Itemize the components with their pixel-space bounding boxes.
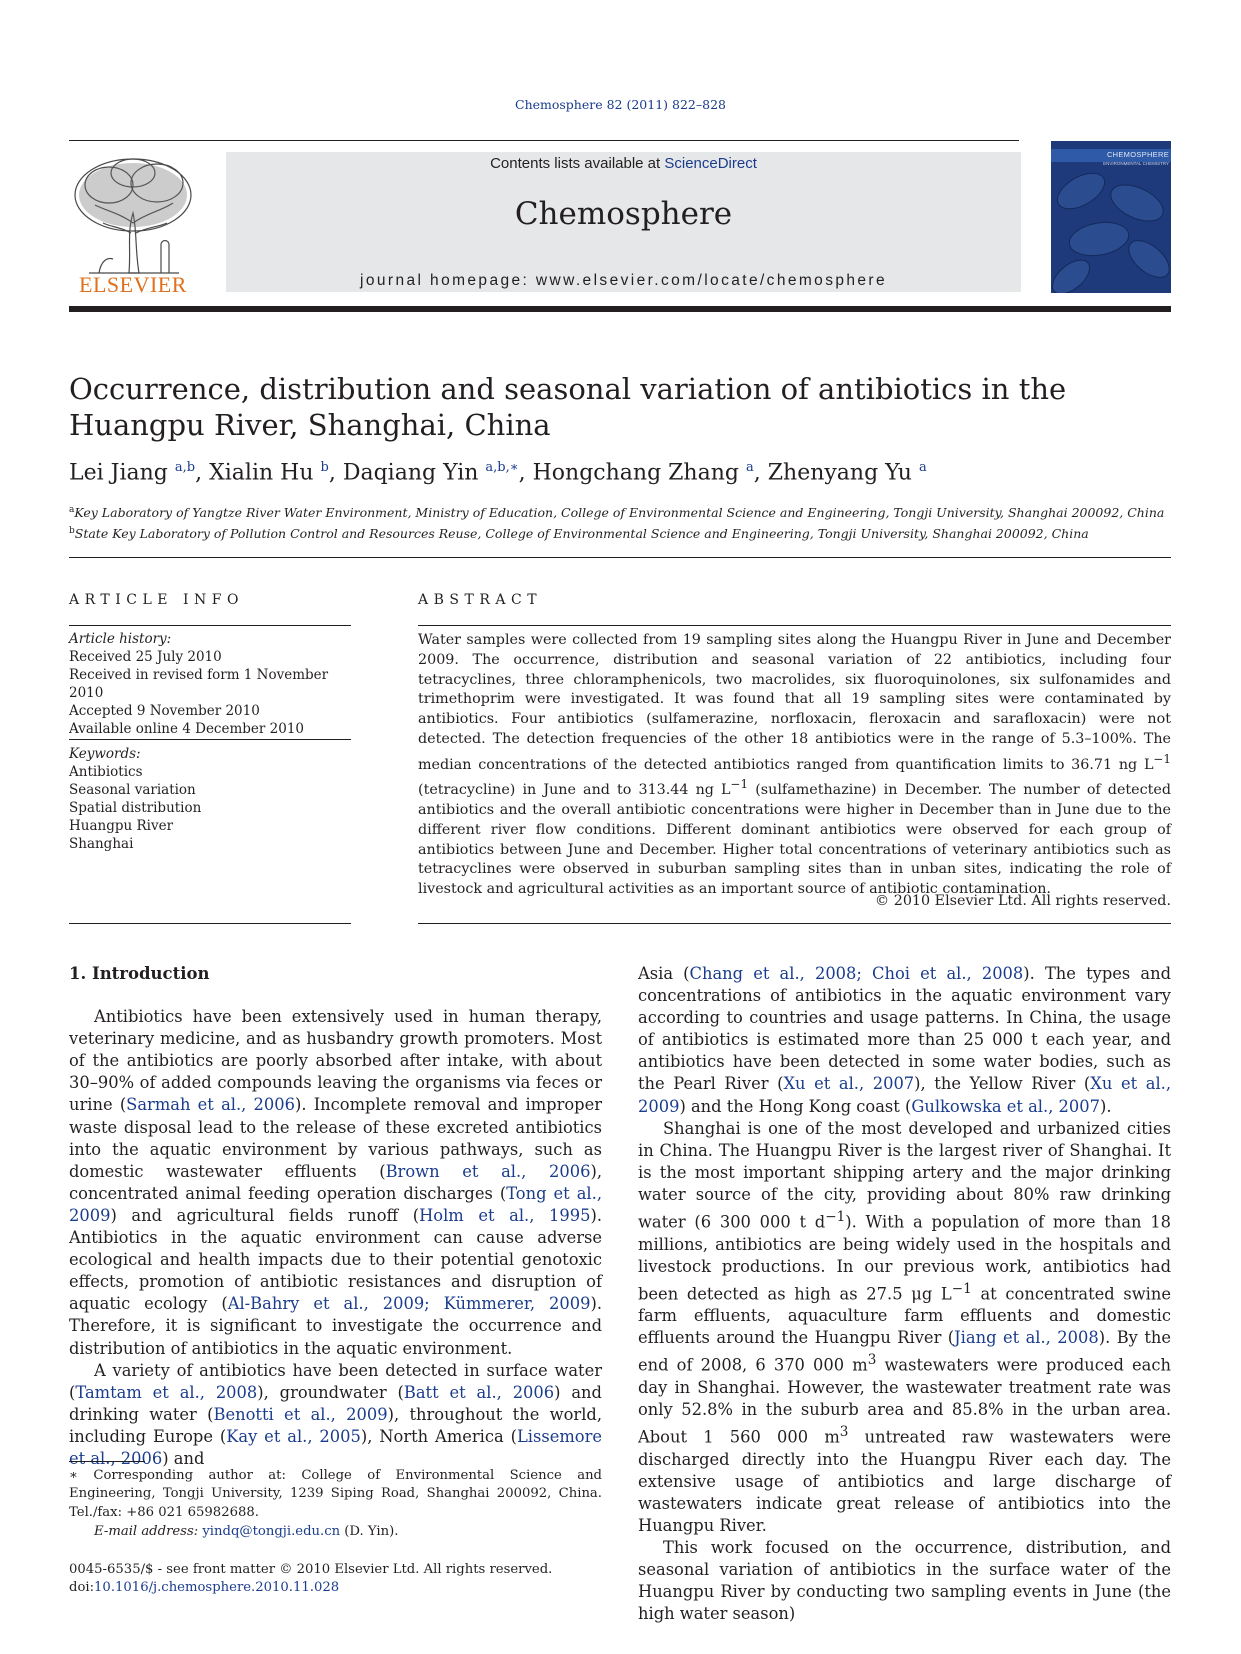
doi-link[interactable]: 10.1016/j.chemosphere.2010.11.028 [94, 1580, 340, 1596]
email-label: E-mail address: [94, 1524, 199, 1539]
citation-link[interactable]: Lissemore et al., 2006 [69, 1426, 602, 1468]
article-history [69, 630, 354, 738]
article-info-bottom-rule [69, 923, 351, 924]
keyword: Shanghai [69, 836, 134, 852]
author-affil-mark[interactable]: b [320, 460, 329, 475]
superscript: −1 [951, 1280, 972, 1297]
citation-link[interactable]: Gulkowska et al., 2007 [911, 1096, 1100, 1116]
abstract-text [418, 631, 1171, 900]
cover-subtitle: ENVIRONMENTAL CHEMISTRY [1103, 161, 1169, 166]
abstract-heading: ABSTRACT [418, 592, 543, 608]
affiliation-mark: b [69, 526, 75, 537]
article-info-heading: ARTICLE INFO [69, 592, 244, 608]
journal-title: Chemosphere [514, 196, 733, 232]
author-affil-mark[interactable]: a [918, 460, 927, 475]
citation-link[interactable]: Tong et al., 2009 [69, 1183, 602, 1225]
intro-paragraph-4: Shanghai is one of the most developed and urbanized cities in China. The Huangpu River is the largest river of Shanghai. It is the most important shipping artery and the major drinking water source of the city, providing about 80% raw drinking water (6 300 000 t $d^{-1}$). With a population of more than 18 millions, antibiotics are being widely used in the hospitals and livestock productions. In our previous work, antibiotics had been detected as high as 27.5 μg $L^{-1}$ at concentrated swine farm effluents, aquaculture farm effluents and domestic effluents around the Huangpu River (Jiang et al., 2008). By the end of 2008, 6 370 000 $m^3$ wastewaters were produced each day in Shanghai. However, the wastewater treatment rate was only 52.8% in the suburb area and 85.8% in the urban area. About 1 560 000 $m^3$ untreated raw wastewaters were discharged directly into the Huangpu River each day. The extensive usage of antibiotics and large discharge of wastewaters indicate great release of antibiotics into the Huangpu River. [638, 1118, 1172, 1535]
citation-link[interactable]: Holm et al., 1995 [419, 1205, 591, 1225]
citation-link[interactable]: Xu et al., 2009 [638, 1074, 1172, 1116]
superscript: 3 [867, 1352, 877, 1369]
keywords [69, 745, 354, 853]
journal-cover-image [1051, 141, 1171, 293]
abstract-bottom-rule [418, 923, 1171, 924]
history-label: Article history: [69, 631, 172, 647]
header-rule [69, 140, 1019, 141]
author-affil-mark[interactable]: a [745, 460, 754, 475]
citation-link[interactable]: Jiang et al., 2008 [954, 1328, 1099, 1348]
email-line [94, 1524, 602, 1539]
superscript: 3 [839, 1424, 849, 1441]
sciencedirect-link[interactable]: ScienceDirect [664, 155, 757, 172]
keyword: Seasonal variation [69, 782, 196, 798]
intro-paragraph-5: This work focused on the occurrence, distribution, and seasonal variation of antibiotics in the surface water of the Huangpu River by conducting two sampling events in June (the high water season) [638, 1538, 1171, 1624]
keywords-rule [69, 739, 351, 740]
email-link[interactable]: yindq@tongji.edu.cn [202, 1524, 341, 1539]
author-list: Lei Jiang $^{a,b}$, Xialin Hu $^b$, Daqiang Yin $^{a,b,∗}$, Hongchang Zhang $^a$, Zhenyang Yu $^a$ [69, 460, 927, 486]
contents-prefix: Contents lists available at [490, 155, 661, 172]
citation-link[interactable]: Al-Bahry et al., 2009; Kümmerer, 2009 [227, 1294, 591, 1314]
keywords-label: Keywords: [69, 746, 141, 762]
citation-link[interactable]: Kay et al., 2005 [226, 1426, 361, 1446]
issn-line: 0045-6535/$ - see front matter © 2010 Elsevier Ltd. All rights reserved. [69, 1562, 553, 1577]
author-name: Zhenyang Yu [767, 460, 912, 486]
keyword: Spatial distribution [69, 800, 202, 816]
article-info-rule [69, 625, 351, 626]
keyword: Huangpu River [69, 818, 174, 834]
intro-paragraph-3: Asia (Chang et al., 2008; Choi et al., 2008). The types and concentrations of antibiotics in the aquatic environment vary according to countries and usage patterns. In China, the usage of antibiotics is estimated more than 25 000 t each year, and antibiotics have been detected in some water bodies, such as the Pearl River (Xu et al., 2007), the Yellow River (Xu et al., 2009) and the Hong Kong coast (Gulkowska et al., 2007). [638, 964, 1172, 1116]
intro-paragraph-1: Antibiotics have been extensively used in human therapy, veterinary medicine, and as husbandry growth promoters. Most of the antibiotics are poorly absorbed after intake, with about 30–90% of added compounds leaving the organisms via feces or urine (Sarmah et al., 2006). Incomplete removal and improper waste disposal lead to the release of these excreted antibiotics into the aquatic environment by various pathways, such as domestic wastewater effluents (Brown et al., 2006), concentrated animal feeding operation discharges (Tong et al., 2009) and agricultural fields runoff (Holm et al., 1995). Antibiotics in the aquatic environment can cause adverse ecological and health impacts due to their potential genotoxic effects, promotion of antibiotic resistances and disruption of aquatic ecology (Al-Bahry et al., 2009; Kümmerer, 2009). Therefore, it is significant to investigate the occurrence and distribution of antibiotics in the aquatic environment. [69, 1007, 603, 1358]
doi-prefix: doi: [69, 1580, 95, 1596]
abstract-rule [418, 625, 1171, 626]
journal-homepage[interactable]: journal homepage: www.elsevier.com/locate/chemosphere [360, 272, 887, 289]
unit-exponent: −1 [730, 777, 749, 792]
abstract-part: (sulfamethazine) in December. The number of detected antibiotics and the overall antibiotic concentrations were higher in December than in June due to the different river flow conditions. Different dominant antibiotics were observed for each group of antibiotics between June and December. Higher total concentrations of veterinary antibiotics such as tetracyclines were observed in suburban sampling sites than in unban sites, indicating the role of livestock and agricultural activities as an important source of antibiotic contamination. [418, 782, 1171, 898]
affiliation-mark: a [69, 505, 75, 515]
copyright: © 2010 Elsevier Ltd. All rights reserved. [874, 893, 1171, 909]
abstract-part: Water samples were collected from 19 sampling sites along the Huangpu River in June and December 2009. The occurrence, distribution and seasonal variation of 22 antibiotics, including four tetracyclines, three chloramphenicols, two macrolides, six fluoroquinolones, six sulfonamides and trimethoprim were investigated. It was found that all 19 sampling sites were contaminated by antibiotics. Four antibiotics (sulfamerazine, norfloxacin, fleroxacin and sarafloxacin) were not detected. The detection frequencies of the other 18 antibiotics were in the range of 5.3–100%. The median concentrations of the detected antibiotics ranged from quantification limits to 36.71 ng L [418, 632, 1171, 773]
contents-line [226, 155, 1021, 172]
unit-exponent: −1 [1153, 751, 1171, 766]
email-suffix: (D. Yin). [340, 1524, 399, 1539]
history-received: Received 25 July 2010 [69, 649, 222, 665]
doi-line [69, 1579, 602, 1597]
author-name: Xialin Hu [209, 460, 314, 486]
body-column-right [638, 963, 1171, 1625]
introduction-heading: 1. Introduction [69, 964, 210, 983]
footnote-rule [69, 1461, 145, 1462]
author-affil-mark[interactable]: a,b,∗ [485, 460, 519, 475]
author-name: Hongchang Zhang [532, 460, 739, 486]
keyword: Antibiotics [69, 764, 143, 780]
affiliation-a [69, 501, 1171, 522]
article-title: Occurrence, distribution and seasonal variation of antibiotics in the Huangpu River, Shanghai, China [69, 372, 1067, 442]
affiliation-text: State Key Laboratory of Pollution Control and Resources Reuse, College of Environmental Science and Engineering, Tongji University, Shanghai 200092, China [74, 526, 1089, 542]
header-thick-rule [69, 306, 1171, 312]
abstract-part: (tetracycline) in June and to 313.44 ng L [418, 782, 731, 799]
issn-doi [69, 1561, 602, 1598]
author-name: Daqiang Yin [342, 460, 479, 486]
elsevier-wordmark: ELSEVIER [79, 272, 187, 297]
history-online: Available online 4 December 2010 [69, 721, 305, 737]
citation-link[interactable]: Tamtam et al., 2008 [75, 1382, 258, 1402]
cover-title: CHEMOSPHERE [1106, 150, 1169, 159]
citation-link[interactable]: Xu et al., 2007 [783, 1074, 915, 1094]
intro-paragraph-2: A variety of antibiotics have been detected in surface water (Tamtam et al., 2008), groundwater (Batt et al., 2006) and drinking water (Benotti et al., 2009), throughout the world, including Europe (Kay et al., 2005), North America (Lissemore et al., 2006) and [69, 1360, 603, 1468]
affiliation-b [69, 522, 1171, 543]
citation-link[interactable]: Sarmah et al., 2006 [126, 1095, 295, 1115]
body-column-left [69, 963, 602, 1470]
citation-link[interactable]: Benotti et al., 2009 [213, 1404, 388, 1424]
history-revised: Received in revised form 1 November 2010 [69, 667, 329, 701]
journal-citation[interactable]: Chemosphere 82 (2011) 822–828 [515, 97, 726, 112]
affiliation-text: Key Laboratory of Yangtze River Water Environment, Ministry of Education, College of Environmental Science and Engineering, Tongji University, Shanghai 200092, China [74, 505, 1165, 521]
corresponding-author-note: ∗ Corresponding author at: College of Environmental Science and Engineering, Tongji University, 1239 Siping Road, Shanghai 200092, China. Tel./fax: +86 021 65982688. [69, 1468, 602, 1520]
author-affil-mark[interactable]: a,b [174, 460, 196, 475]
superscript: −1 [825, 1209, 846, 1226]
author-name: Lei Jiang [69, 460, 168, 486]
history-accepted: Accepted 9 November 2010 [69, 703, 260, 719]
citation-link[interactable]: Chang et al., 2008; Choi et al., 2008 [689, 964, 1024, 983]
section-rule [69, 557, 1171, 558]
citation-link[interactable]: Batt et al., 2006 [403, 1382, 555, 1402]
affiliations [69, 501, 1171, 543]
citation-link[interactable]: Brown et al., 2006 [385, 1161, 591, 1181]
